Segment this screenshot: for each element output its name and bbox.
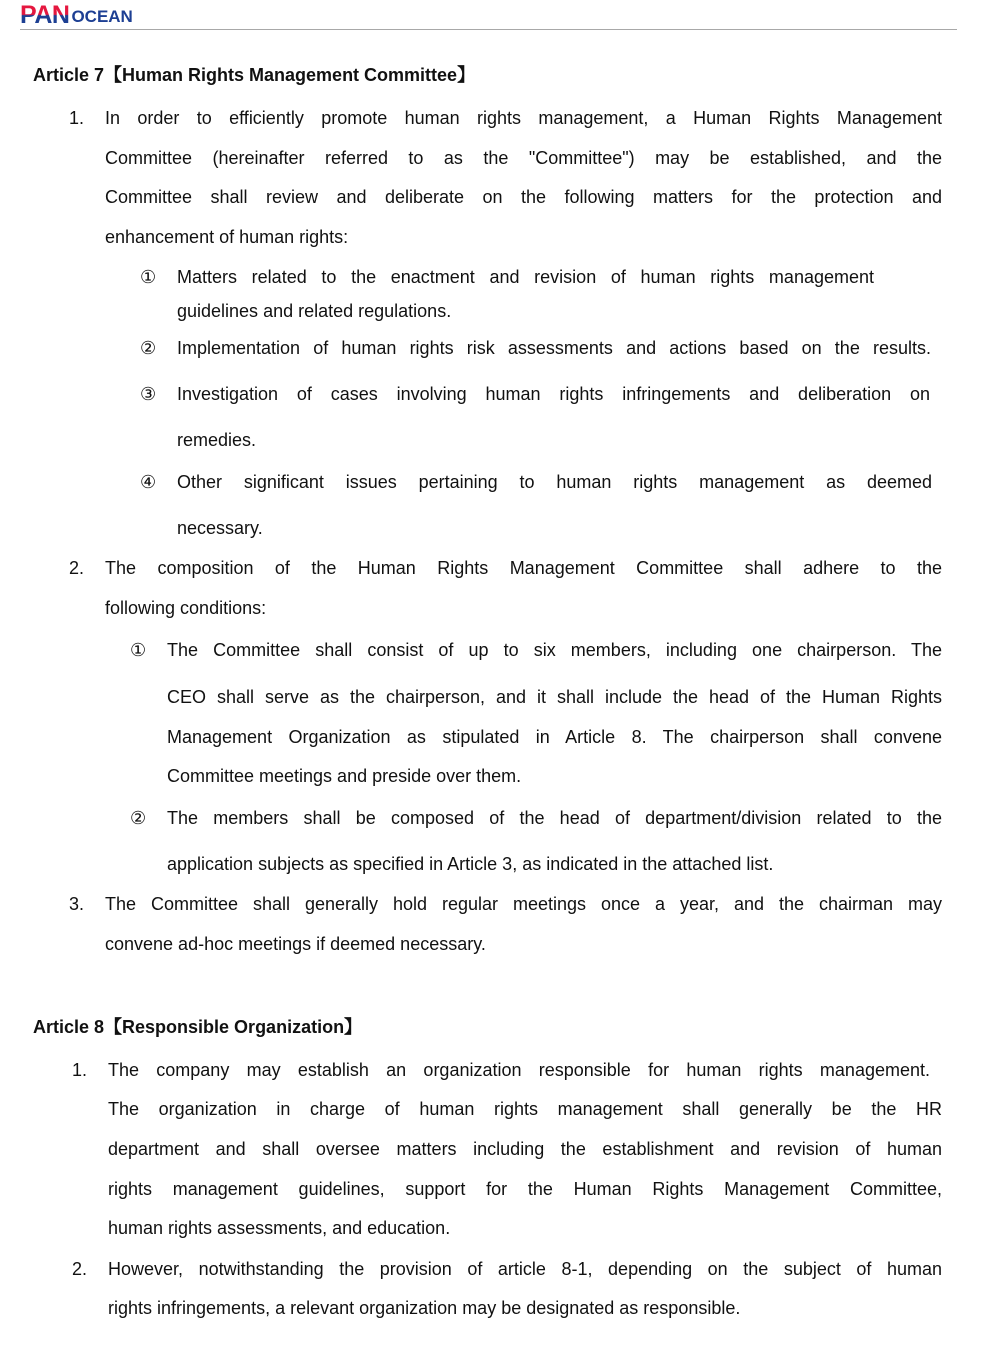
a8-item2-line: However, notwithstanding the provision of article 8-1, depending on the subject of human	[108, 1259, 942, 1279]
a7-sub2-mark: ②	[140, 338, 157, 358]
a7-item2-line: The composition of the Human Rights Management Committee shall adhere to the	[105, 558, 942, 578]
a8-item2-line: rights infringements, a relevant organization may be designated as responsible.	[108, 1298, 741, 1318]
a7-item1-line: In order to efficiently promote human rights management, a Human Rights Management	[105, 108, 942, 128]
article-8-heading: Article 8【Responsible Organization】	[33, 1017, 363, 1037]
logo-ocean-text: OCEAN	[71, 7, 133, 26]
a7-item3-number: 3.	[69, 894, 85, 914]
a8-item2-number: 2.	[72, 1259, 88, 1279]
a7-sub4-mark: ④	[140, 472, 157, 492]
header-divider	[20, 29, 957, 30]
a7-sub1-line: Matters related to the enactment and revision of human rights management	[177, 267, 874, 287]
a7-sub3-line: remedies.	[177, 430, 257, 450]
a7-item2-sub1-mark: ①	[130, 640, 147, 660]
logo-pan-text: PAN	[20, 1, 70, 29]
company-logo	[20, 0, 133, 28]
a7-item2-sub1-line: Committee meetings and preside over them.	[167, 766, 522, 786]
a8-item1-line: rights management guidelines, support for the Human Rights Management Committee,	[108, 1179, 942, 1199]
a7-sub4-line: necessary.	[177, 518, 263, 538]
a7-item2-line: following conditions:	[105, 598, 267, 618]
a7-item3-line: The Committee shall generally hold regular meetings once a year, and the chairman may	[105, 894, 942, 914]
a7-item1-line: enhancement of human rights:	[105, 227, 349, 247]
a8-item1-line: department and shall oversee matters including the establishment and revision of human	[108, 1139, 942, 1159]
a8-item1-line: The company may establish an organization responsible for human rights management.	[108, 1060, 930, 1080]
a7-item2-sub2-line: The members shall be composed of the head of department/division related to the	[167, 808, 942, 828]
a8-item1-number: 1.	[72, 1060, 88, 1080]
a7-item1-line: Committee (hereinafter referred to as the "Committee") may be established, and the	[105, 148, 942, 168]
a7-item2-sub1-line: The Committee shall consist of up to six members, including one chairperson. The	[167, 640, 942, 660]
a7-item2-sub2-mark: ②	[130, 808, 147, 828]
a7-sub1-mark: ①	[140, 267, 157, 287]
a8-item1-line: The organization in charge of human rights management shall generally be the HR	[108, 1099, 942, 1119]
a7-sub3-line: Investigation of cases involving human rights infringements and deliberation on	[177, 384, 930, 404]
a7-item2-sub2-line: application subjects as specified in Article 3, as indicated in the attached list.	[167, 854, 774, 874]
a7-item1-number: 1.	[69, 108, 85, 128]
a7-sub1-line: guidelines and related regulations.	[177, 301, 452, 321]
a7-item2-sub1-line: Management Organization as stipulated in Article 8. The chairperson shall convene	[167, 727, 942, 747]
a7-sub2-line: Implementation of human rights risk assessments and actions based on the results.	[177, 338, 931, 358]
a7-sub3-mark: ③	[140, 384, 157, 404]
a7-sub4-line: Other significant issues pertaining to human rights management as deemed	[177, 472, 932, 492]
a7-item3-line: convene ad-hoc meetings if deemed necessary.	[105, 934, 486, 954]
a7-item2-sub1-line: CEO shall serve as the chairperson, and it shall include the head of the Human Rights	[167, 687, 942, 707]
article-7-heading: Article 7【Human Rights Management Committee】	[33, 65, 476, 85]
a7-item1-line: Committee shall review and deliberate on the following matters for the protection and	[105, 187, 942, 207]
a8-item1-line: human rights assessments, and education.	[108, 1218, 451, 1238]
a7-item2-number: 2.	[69, 558, 85, 578]
